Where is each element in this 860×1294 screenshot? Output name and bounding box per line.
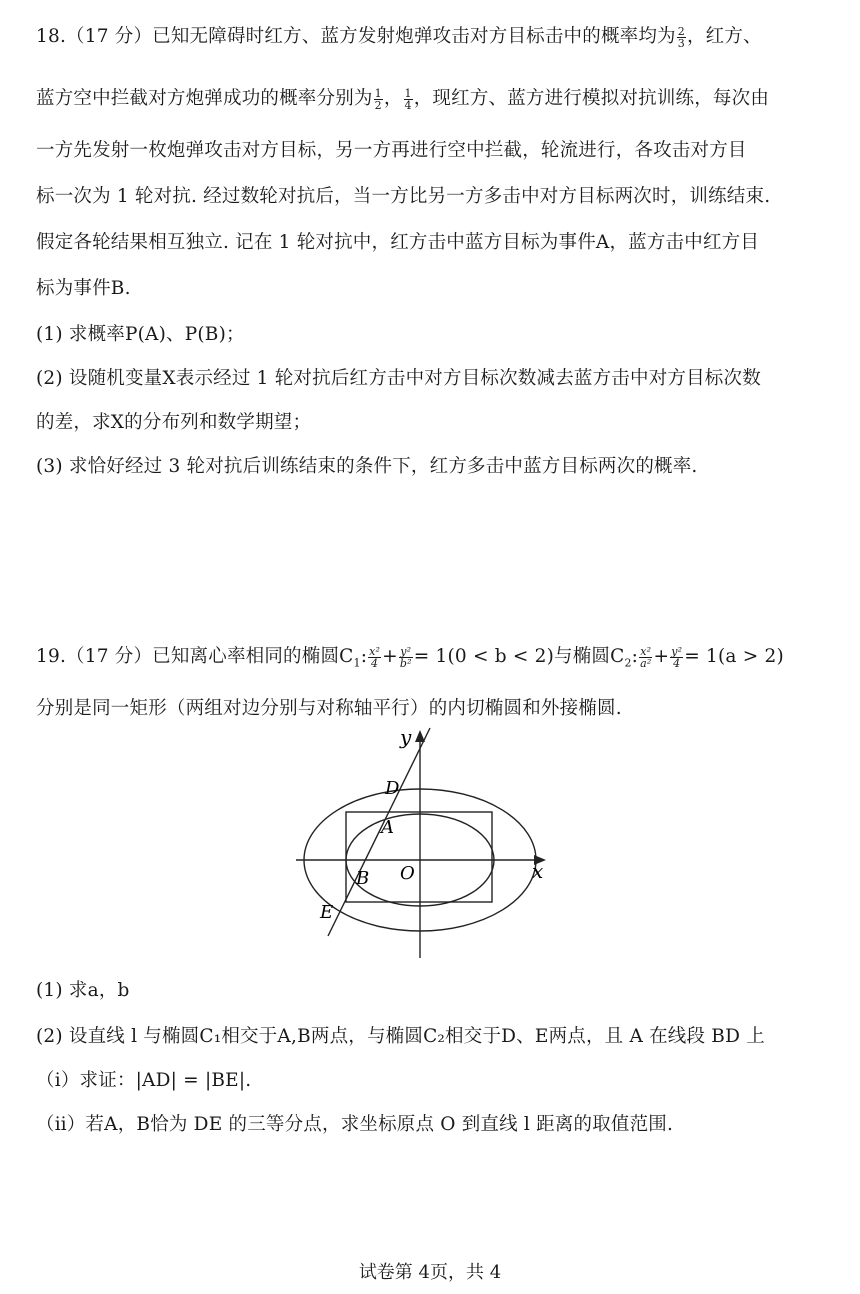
fraction-y2-over-4: [670, 646, 683, 669]
subscript: 1: [353, 656, 361, 670]
q19-part-2: (2) 设直线 l 与椭圆C₁相交于A,B两点，与椭圆C₂相交于D、E两点，且 A 在线段 BD 上: [36, 1026, 765, 1047]
page-footer: 试卷第 4页，共 4: [358, 1262, 502, 1283]
label-E: E: [320, 902, 334, 923]
fraction-two-thirds: [677, 26, 686, 49]
frac-num: 1: [404, 86, 412, 100]
label-D: D: [385, 778, 400, 799]
label-O: O: [400, 863, 415, 884]
frac-num: y²: [400, 644, 412, 658]
separator: ，: [383, 88, 403, 109]
label-A: A: [381, 817, 394, 838]
plus: +: [382, 646, 398, 667]
q19-part-1: (1) 求a，b: [36, 980, 130, 1001]
q19-line-1: [36, 642, 784, 670]
q19-part-2-i: （ⅰ）求证：|AD| = |BE|.: [36, 1070, 252, 1091]
frac-num: x²: [640, 644, 652, 658]
frac-den: a²: [640, 656, 652, 670]
frac-den: 4: [371, 656, 379, 670]
q18-line-6: 标为事件B.: [36, 278, 131, 299]
frac-num: x²: [369, 644, 381, 658]
frac-den: 4: [404, 98, 412, 112]
subscript: 2: [624, 656, 632, 670]
label-x: x: [532, 859, 544, 883]
q18-line-1-tail: ，红方、: [686, 26, 762, 47]
q19-intro: 19.（17 分）已知离心率相同的椭圆C: [36, 646, 354, 667]
frac-num: y²: [671, 644, 683, 658]
frac-den: 3: [677, 36, 685, 50]
q18-line-5: 假定各轮结果相互独立. 记在 1 轮对抗中，红方击中蓝方目标为事件A，蓝方击中红方目: [36, 232, 760, 253]
q18-line-2-text: 蓝方空中拦截对方炮弹成功的概率分别为: [36, 88, 373, 109]
colon: :: [631, 646, 639, 667]
q18-line-2: [36, 84, 769, 111]
q18-line-3: 一方先发射一枚炮弹攻击对方目标，另一方再进行空中拦截，轮流进行，各攻击对方目: [36, 140, 747, 161]
fraction-y2-over-b2: [399, 646, 413, 669]
q18-part-1: (1) 求概率P(A)、P(B)；: [36, 324, 245, 345]
fraction-x2-over-4: [368, 646, 381, 669]
frac-num: 2: [677, 24, 685, 38]
line-l: [328, 728, 430, 936]
q18-part-3: (3) 求恰好经过 3 轮对抗后训练结束的条件下，红方多击中蓝方目标两次的概率.: [36, 456, 698, 477]
label-y: y: [400, 725, 412, 749]
frac-den: 4: [673, 656, 681, 670]
fraction-one-quarter: [404, 88, 413, 111]
frac-den: 2: [374, 98, 382, 112]
frac-num: 1: [374, 86, 382, 100]
q18-line-2-tail: ，现红方、蓝方进行模拟对抗训练，每次由: [413, 88, 770, 109]
equation-2-tail: = 1(a > 2): [684, 646, 784, 667]
q18-part-2-cont: 的差，求X的分布列和数学期望；: [36, 412, 312, 433]
q18-line-1: [36, 22, 762, 49]
fraction-one-half: [374, 88, 383, 111]
q19-part-2-ii: （ⅱ）若A，B恰为 DE 的三等分点，求坐标原点 O 到直线 l 距离的取值范围.: [36, 1114, 674, 1135]
q18-line-4: 标一次为 1 轮对抗. 经过数轮对抗后，当一方比另一方多击中对方目标两次时，训练结束.: [36, 186, 771, 207]
q19-line-2: 分别是同一矩形（两组对边分别与对称轴平行）的内切椭圆和外接椭圆.: [36, 698, 622, 719]
q18-part-2: (2) 设随机变量X表示经过 1 轮对抗后红方击中对方目标次数减去蓝方击中对方目标次数: [36, 368, 761, 389]
colon: :: [360, 646, 368, 667]
ellipse-figure: [292, 724, 552, 964]
q18-line-1-text: 18.（17 分）已知无障碍时红方、蓝方发射炮弹攻击对方目标击中的概率均为: [36, 26, 676, 47]
plus: +: [653, 646, 670, 667]
equation-1-tail: = 1(0 < b < 2)与椭圆C: [413, 646, 625, 667]
fraction-x2-over-a2: [639, 646, 652, 669]
label-B: B: [356, 868, 370, 889]
frac-den: b²: [399, 656, 412, 670]
